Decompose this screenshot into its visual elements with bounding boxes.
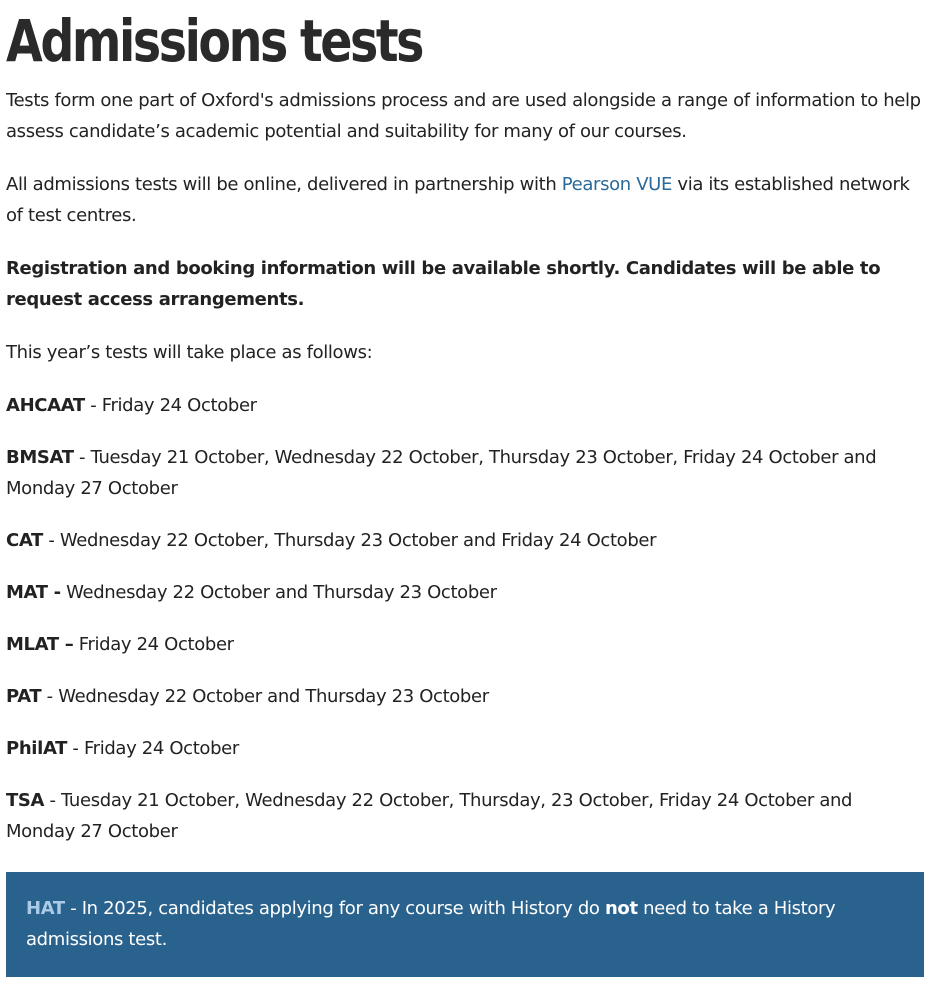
- test-name: MAT -: [6, 582, 61, 603]
- test-item-philat: [6, 733, 924, 764]
- test-dates: Friday 24 October: [83, 738, 239, 759]
- hat-emphasis: not: [604, 898, 638, 919]
- test-dates: Friday 24 October: [78, 634, 234, 655]
- test-name: CAT: [6, 530, 43, 551]
- hat-callout: [6, 872, 924, 977]
- test-item-ahcaat: [6, 390, 924, 421]
- test-separator: -: [44, 790, 62, 811]
- test-item-cat: [6, 525, 924, 556]
- test-item-tsa: [6, 785, 924, 847]
- hat-text-after: need to take a History admissions test.: [26, 898, 836, 950]
- page-content: [6, 0, 924, 950]
- test-separator: -: [42, 530, 60, 551]
- test-name: BMSAT: [6, 447, 74, 468]
- test-dates: Tuesday 21 October, Wednesday 22 October, Thursday 23 October, Friday 24 October and Monday 27 October: [6, 447, 877, 499]
- test-item-mlat: [6, 629, 924, 660]
- test-item-mat: [6, 577, 924, 608]
- test-separator: -: [73, 447, 91, 468]
- test-separator: -: [84, 395, 102, 416]
- test-schedule-list: [6, 390, 924, 847]
- test-dates: Tuesday 21 October, Wednesday 22 October, Thursday, 23 October, Friday 24 October and Monday 27 October: [6, 790, 853, 842]
- test-name: TSA: [6, 790, 45, 811]
- test-dates: Friday 24 October: [101, 395, 257, 416]
- hat-label: HAT: [26, 898, 65, 919]
- test-separator: -: [41, 686, 59, 707]
- delivery-text-before: All admissions tests will be online, delivered in partnership with: [6, 174, 562, 195]
- test-item-pat: [6, 681, 924, 712]
- test-name: PhilAT: [6, 738, 68, 759]
- test-name: PAT: [6, 686, 42, 707]
- intro-paragraph: Tests form one part of Oxford's admissions process and are used alongside a range of information to help assess candidate’s academic potential and suitability for many of our courses.: [6, 90, 921, 142]
- test-dates: Wednesday 22 October and Thursday 23 October: [58, 686, 489, 707]
- test-dates: Wednesday 22 October, Thursday 23 October and Friday 24 October: [59, 530, 657, 551]
- page-title: Admissions tests: [6, 7, 423, 75]
- test-item-bmsat: [6, 442, 924, 504]
- pearson-vue-link[interactable]: Pearson VUE: [561, 174, 673, 195]
- schedule-intro: This year’s tests will take place as follows:: [6, 342, 373, 363]
- hat-text-before: - In 2025, candidates applying for any course with History do: [64, 898, 605, 919]
- test-separator: -: [67, 738, 84, 759]
- registration-notice: Registration and booking information will be available shortly. Candidates will be able to request access arrangements.: [6, 258, 881, 310]
- test-name: AHCAAT: [6, 395, 85, 416]
- delivery-text-after: via its established network of test centres.: [6, 174, 910, 226]
- test-name: MLAT –: [6, 634, 74, 655]
- test-dates: Wednesday 22 October and Thursday 23 October: [66, 582, 497, 603]
- hat-callout-text: [26, 893, 904, 955]
- delivery-paragraph: [6, 169, 924, 231]
